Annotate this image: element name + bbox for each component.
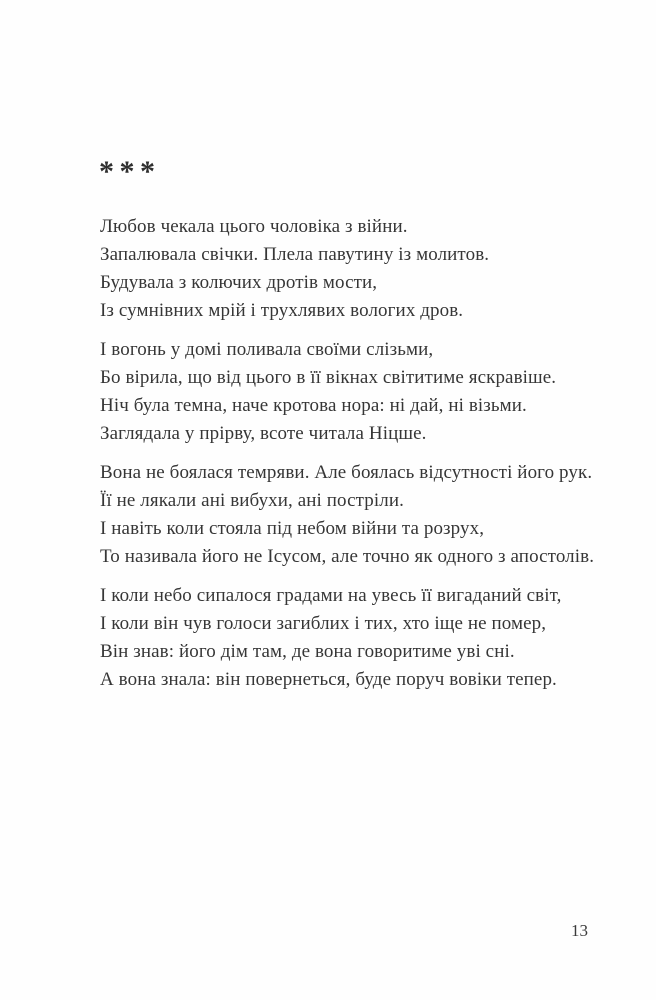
poem-line: А вона знала: він повернеться, буде поруч вовіки тепер. xyxy=(100,669,557,690)
poem-line: Він знав: його дім там, де вона говоритиме уві сні. xyxy=(100,641,515,662)
stanza-2 xyxy=(100,336,620,448)
poem-line: Будувала з колючих дротів мости, xyxy=(100,272,378,293)
stanza-1 xyxy=(100,213,620,325)
poem-line: То називала його не Ісусом, але точно як одного з апостолів. xyxy=(100,546,595,567)
poem-line: Ніч була темна, наче кротова нора: ні дай, ні візьми. xyxy=(100,395,527,416)
poem-line: І коли він чув голоси загиблих і тих, хто іще не помер, xyxy=(100,613,547,634)
poem-line: Любов чекала цього чоловіка з війни. xyxy=(100,216,408,237)
poem-line: Бо вірила, що від цього в її вікнах світитиме яскравіше. xyxy=(100,367,557,388)
poem-line: І коли небо сипалося градами на увесь її вигаданий світ, xyxy=(100,585,562,606)
page-number: 13 xyxy=(571,921,588,940)
poem-line: І вогонь у домі поливала своїми слізьми, xyxy=(100,339,434,360)
section-marker-asterisks: * * * xyxy=(99,155,156,188)
poem-line: Із сумнівних мрій і трухлявих вологих дров. xyxy=(100,300,464,321)
poem xyxy=(100,213,620,694)
poem-line: І навіть коли стояла під небом війни та розрух, xyxy=(100,518,485,539)
stanza-3 xyxy=(100,459,620,571)
poem-line: Запалювала свічки. Плела павутину із молитов. xyxy=(100,244,490,265)
poem-line: Заглядала у прірву, всоте читала Ніцше. xyxy=(100,423,427,444)
stanza-4 xyxy=(100,582,620,694)
poem-line: Її не лякали ані вибухи, ані постріли. xyxy=(100,490,404,511)
poem-line: Вона не боялася темряви. Але боялась відсутності його рук. xyxy=(100,462,593,483)
